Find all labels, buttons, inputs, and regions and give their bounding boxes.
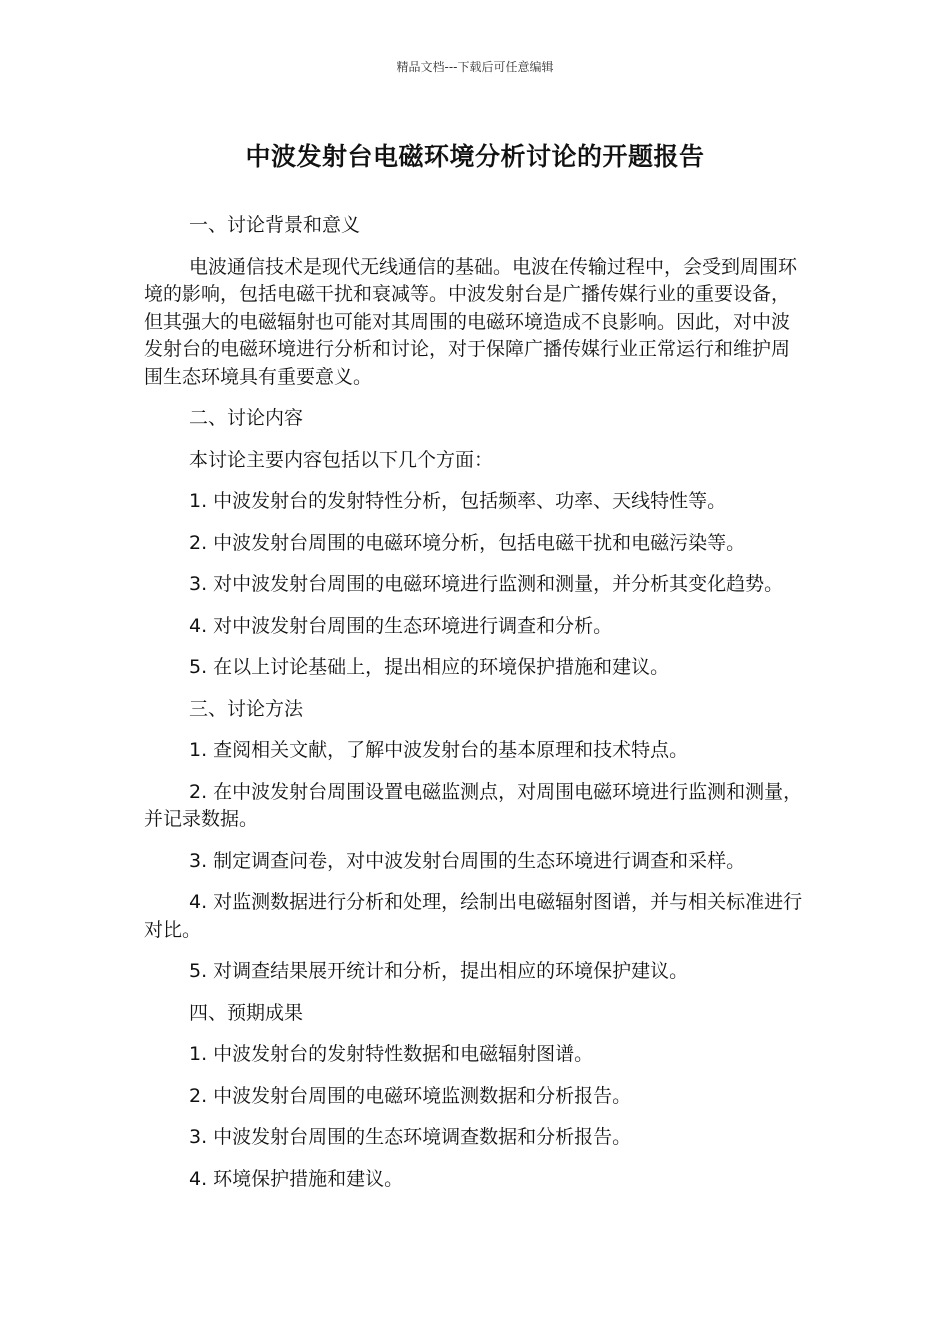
content-item-5: 5. 在以上讨论基础上，提出相应的环境保护措施和建议。 [189, 656, 670, 678]
content-item-2: 2. 中波发射台周围的电磁环境分析，包括电磁干扰和电磁污染等。 [189, 531, 746, 554]
outcome-item-4: 4. 环境保护措施和建议。 [189, 1167, 404, 1190]
outcome-item-3: 3. 中波发射台周围的生态环境调查数据和分析报告。 [189, 1126, 632, 1148]
section-heading-content: 二、讨论内容 [189, 407, 304, 429]
outcome-item-2: 2. 中波发射台周围的电磁环境监测数据和分析报告。 [189, 1084, 632, 1107]
header-note: 精品文档---下载后可任意编辑 [396, 60, 554, 74]
method-item-4: 4. 对监测数据进行分析和处理，绘制出电磁辐射图谱，并与相关标准进行对比。 [144, 891, 803, 941]
outcome-item-1: 1. 中波发射台的发射特性数据和电磁辐射图谱。 [189, 1043, 594, 1065]
background-paragraph: 电波通信技术是现代无线通信的基础。电波在传输过程中，会受到周围环境的影响，包括电磁干扰和衰减等。中波发射台是广播传媒行业的重要设备，但其强大的电磁辐射也可能对其周围的电磁环境造成不良影响。因此，对中波发射台的电磁环境进行分析和讨论，对于保障广播传媒行业正常运行和维护周围生态环境具有重要意义。 [144, 255, 798, 388]
content-item-4: 4. 对中波发射台周围的生态环境进行调查和分析。 [189, 614, 613, 637]
section-heading-methods: 三、讨论方法 [189, 697, 304, 720]
content-item-1: 1. 中波发射台的发射特性分析，包括频率、功率、天线特性等。 [189, 490, 727, 512]
section-heading-background: 一、讨论背景和意义 [189, 214, 361, 236]
document-body [144, 212, 804, 1207]
method-item-5: 5. 对调查结果展开统计和分析，提出相应的环境保护建议。 [189, 960, 689, 982]
method-item-3: 3. 制定调查问卷，对中波发射台周围的生态环境进行调查和采样。 [189, 849, 746, 872]
content-item-3: 3. 对中波发射台周围的电磁环境进行监测和测量，并分析其变化趋势。 [189, 573, 784, 595]
section-heading-outcomes: 四、预期成果 [189, 1001, 304, 1024]
document-title: 中波发射台电磁环境分析讨论的开题报告 [245, 142, 705, 171]
content-intro: 本讨论主要内容包括以下几个方面： [189, 448, 494, 471]
method-item-1: 1. 查阅相关文献，了解中波发射台的基本原理和技术特点。 [189, 739, 689, 761]
method-item-2: 2. 在中波发射台周围设置电磁监测点，对周围电磁环境进行监测和测量，并记录数据。 [144, 780, 803, 830]
